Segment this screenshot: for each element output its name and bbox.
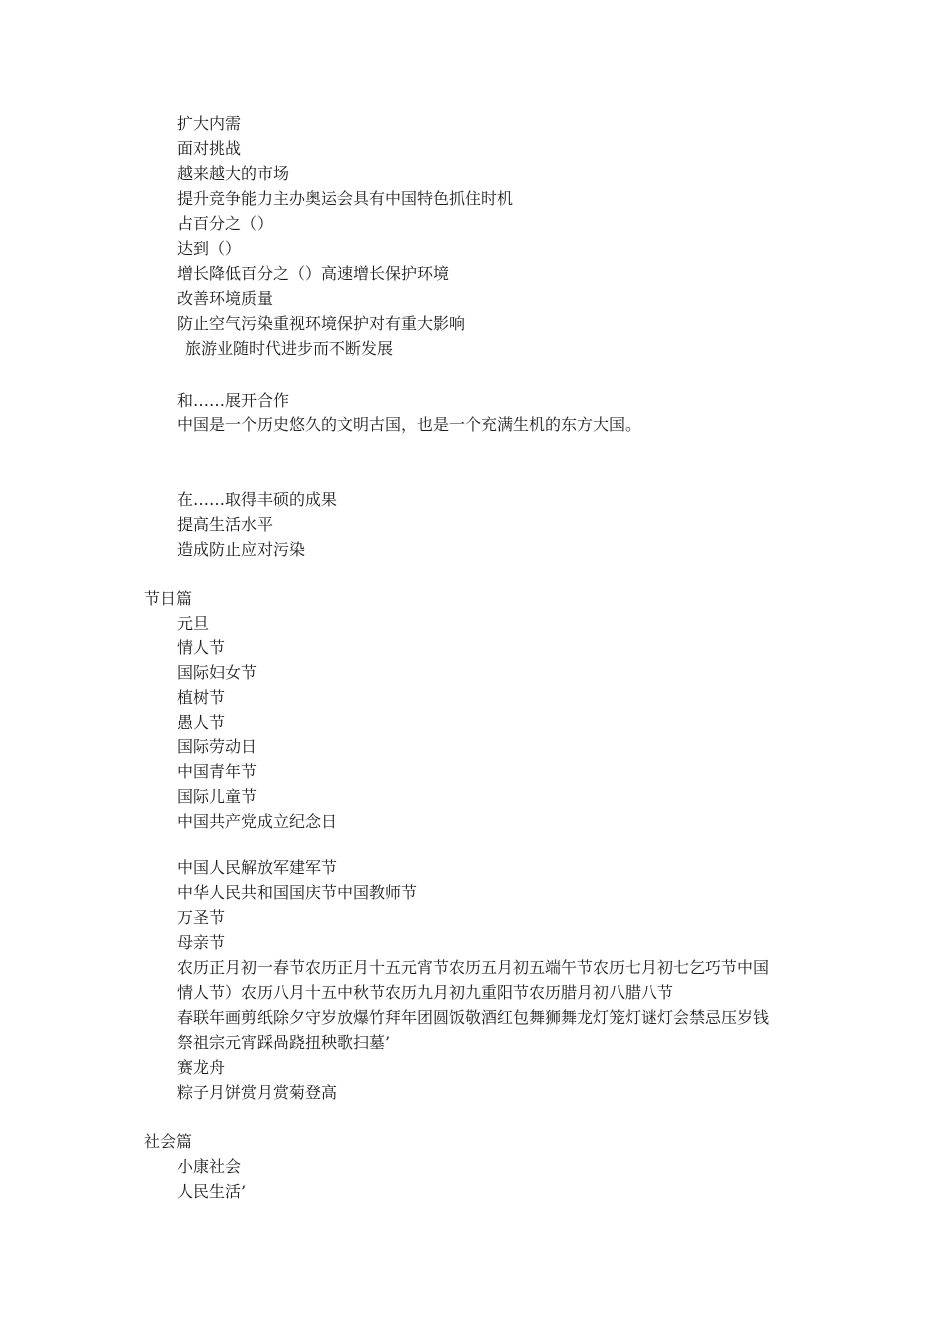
section-heading: 社会篇 xyxy=(144,1132,193,1151)
text-line: 国际儿童节 xyxy=(177,787,258,806)
text-line: 在……取得丰硕的成果 xyxy=(177,490,338,509)
text-line: 农历正月初一春节农历正月十五元宵节农历五月初五端午节农历七月初七乞巧节中国 xyxy=(177,958,770,977)
text-line: 祭祖宗元宵踩咼跷扭秧歌扫墓’ xyxy=(177,1033,391,1052)
text-line: 中国是一个历史悠久的文明古国，也是一个充满生机的东方大国。 xyxy=(177,415,642,434)
text-line: 情人节 xyxy=(177,638,226,657)
text-line: 改善环境质量 xyxy=(177,289,274,308)
text-line: 和……展开合作 xyxy=(177,391,290,410)
text-line: 达到（） xyxy=(177,239,242,258)
text-line: 旅游业随时代进步而不断发展 xyxy=(185,339,394,358)
text-line: 小康社会 xyxy=(177,1157,242,1176)
text-line: 粽子月饼赏月赏菊登高 xyxy=(177,1083,338,1102)
text-line: 越来越大的市场 xyxy=(177,164,290,183)
text-line: 中华人民共和国国庆节中国教师节 xyxy=(177,883,418,902)
text-line: 母亲节 xyxy=(177,933,226,952)
text-line: 元旦 xyxy=(177,614,210,633)
text-line: 中国青年节 xyxy=(177,762,258,781)
text-line: 扩大内需 xyxy=(177,114,242,133)
text-line: 占百分之（） xyxy=(177,214,274,233)
text-line: 人民生活’ xyxy=(177,1182,247,1201)
text-line: 防止空气污染重视环境保护对有重大影响 xyxy=(177,314,466,333)
text-line: 情人节）农历八月十五中秋节农历九月初九重阳节农历腊月初八腊八节 xyxy=(177,983,674,1002)
text-line: 中国共产党成立纪念日 xyxy=(177,812,338,831)
text-line: 国际妇女节 xyxy=(177,663,258,682)
text-line: 提升竞争能力主办奥运会具有中国特色抓住时机 xyxy=(177,189,514,208)
text-line: 增长降低百分之（）高速增长保护环境 xyxy=(177,264,450,283)
text-line: 植树节 xyxy=(177,688,226,707)
text-line: 万圣节 xyxy=(177,908,226,927)
text-line: 造成防止应对污染 xyxy=(177,540,306,559)
text-line: 面对挑战 xyxy=(177,139,242,158)
text-line: 中国人民解放军建军节 xyxy=(177,858,338,877)
text-line: 愚人节 xyxy=(177,713,226,732)
text-line: 国际劳动日 xyxy=(177,737,258,756)
section-heading: 节日篇 xyxy=(144,589,193,608)
text-line: 赛龙舟 xyxy=(177,1058,226,1077)
text-line: 春联年画剪纸除夕守岁放爆竹拜年团圆饭敬酒红包舞狮舞龙灯笼灯谜灯会禁忌压岁钱 xyxy=(177,1008,770,1027)
text-line: 提高生活水平 xyxy=(177,515,274,534)
